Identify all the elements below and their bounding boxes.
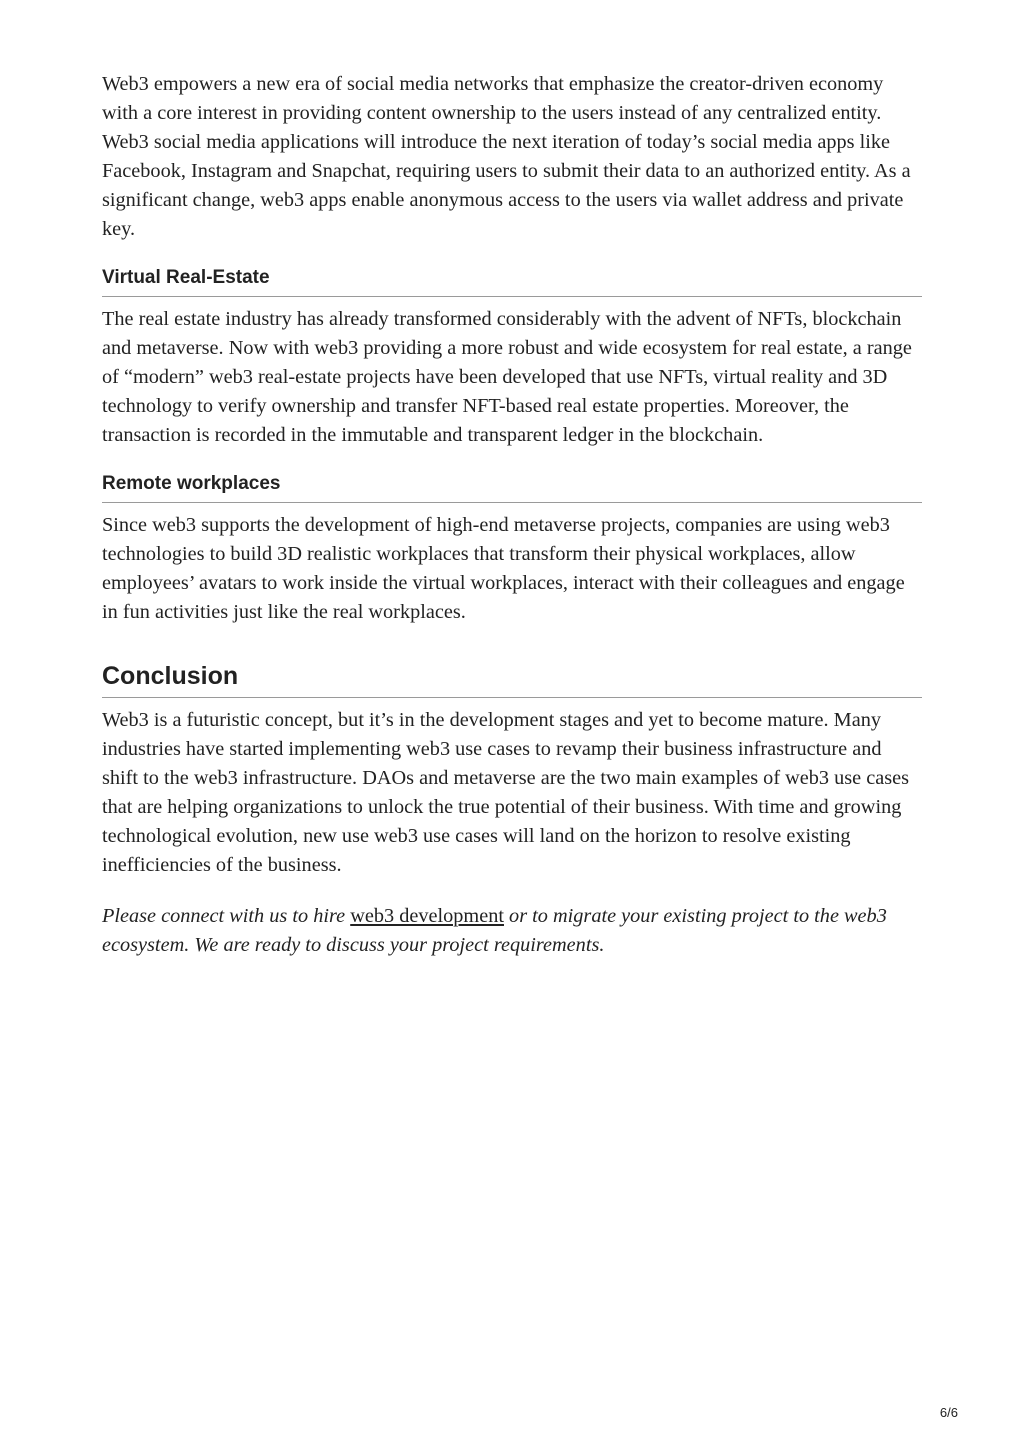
- document-content: [102, 70, 922, 982]
- conclusion-paragraph: Web3 is a futuristic concept, but it’s in the development stages and yet to become mature. Many industries have started implementing web3 use cases to revamp their business infrastructure and shift to the web3 infrastructure. DAOs and metaverse are the two main examples of web3 use cases that are helping organizations to unlock the true potential of their business. With time and growing technological evolution, new use web3 use cases will land on the horizon to resolve existing inefficiencies of the business.: [102, 709, 910, 876]
- heading-remote-workplaces: Remote workplaces: [102, 472, 922, 503]
- web3-development-link[interactable]: web3 development: [350, 905, 504, 927]
- heading-conclusion: Conclusion: [102, 661, 922, 698]
- call-to-action: [102, 902, 922, 960]
- cta-text-after: or to migrate your existing project to the web3 ecosystem. We are ready to discuss your project requirements.: [102, 905, 887, 956]
- remote-workplaces-paragraph: Since web3 supports the development of high-end metaverse projects, companies are using web3 technologies to build 3D realistic workplaces that transform their physical workplaces, allow employees’ avatars to work inside the virtual workplaces, interact with their colleagues and engage in fun activities just like the real workplaces.: [102, 514, 905, 623]
- page-number: 6/6: [939, 1405, 958, 1420]
- intro-paragraph: Web3 empowers a new era of social media networks that emphasize the creator-driven economy with a core interest in providing content ownership to the users instead of any centralized entity. Web3 social media applications will introduce the next iteration of today’s social media apps like Facebook, Instagram and Snapchat, requiring users to submit their data to an authorized entity. As a significant change, web3 apps enable anonymous access to the users via wallet address and private key.: [102, 73, 911, 240]
- cta-text-before: Please connect with us to hire: [102, 905, 351, 927]
- heading-virtual-real-estate: Virtual Real-Estate: [102, 266, 922, 297]
- virtual-real-estate-paragraph: The real estate industry has already transformed considerably with the advent of NFTs, blockchain and metaverse. Now with web3 providing a more robust and wide ecosystem for real estate, a range of “modern” web3 real-estate projects have been developed that use NFTs, virtual reality and 3D technology to verify ownership and transfer NFT-based real estate properties. Moreover, the transaction is recorded in the immutable and transparent ledger in the blockchain.: [102, 308, 912, 446]
